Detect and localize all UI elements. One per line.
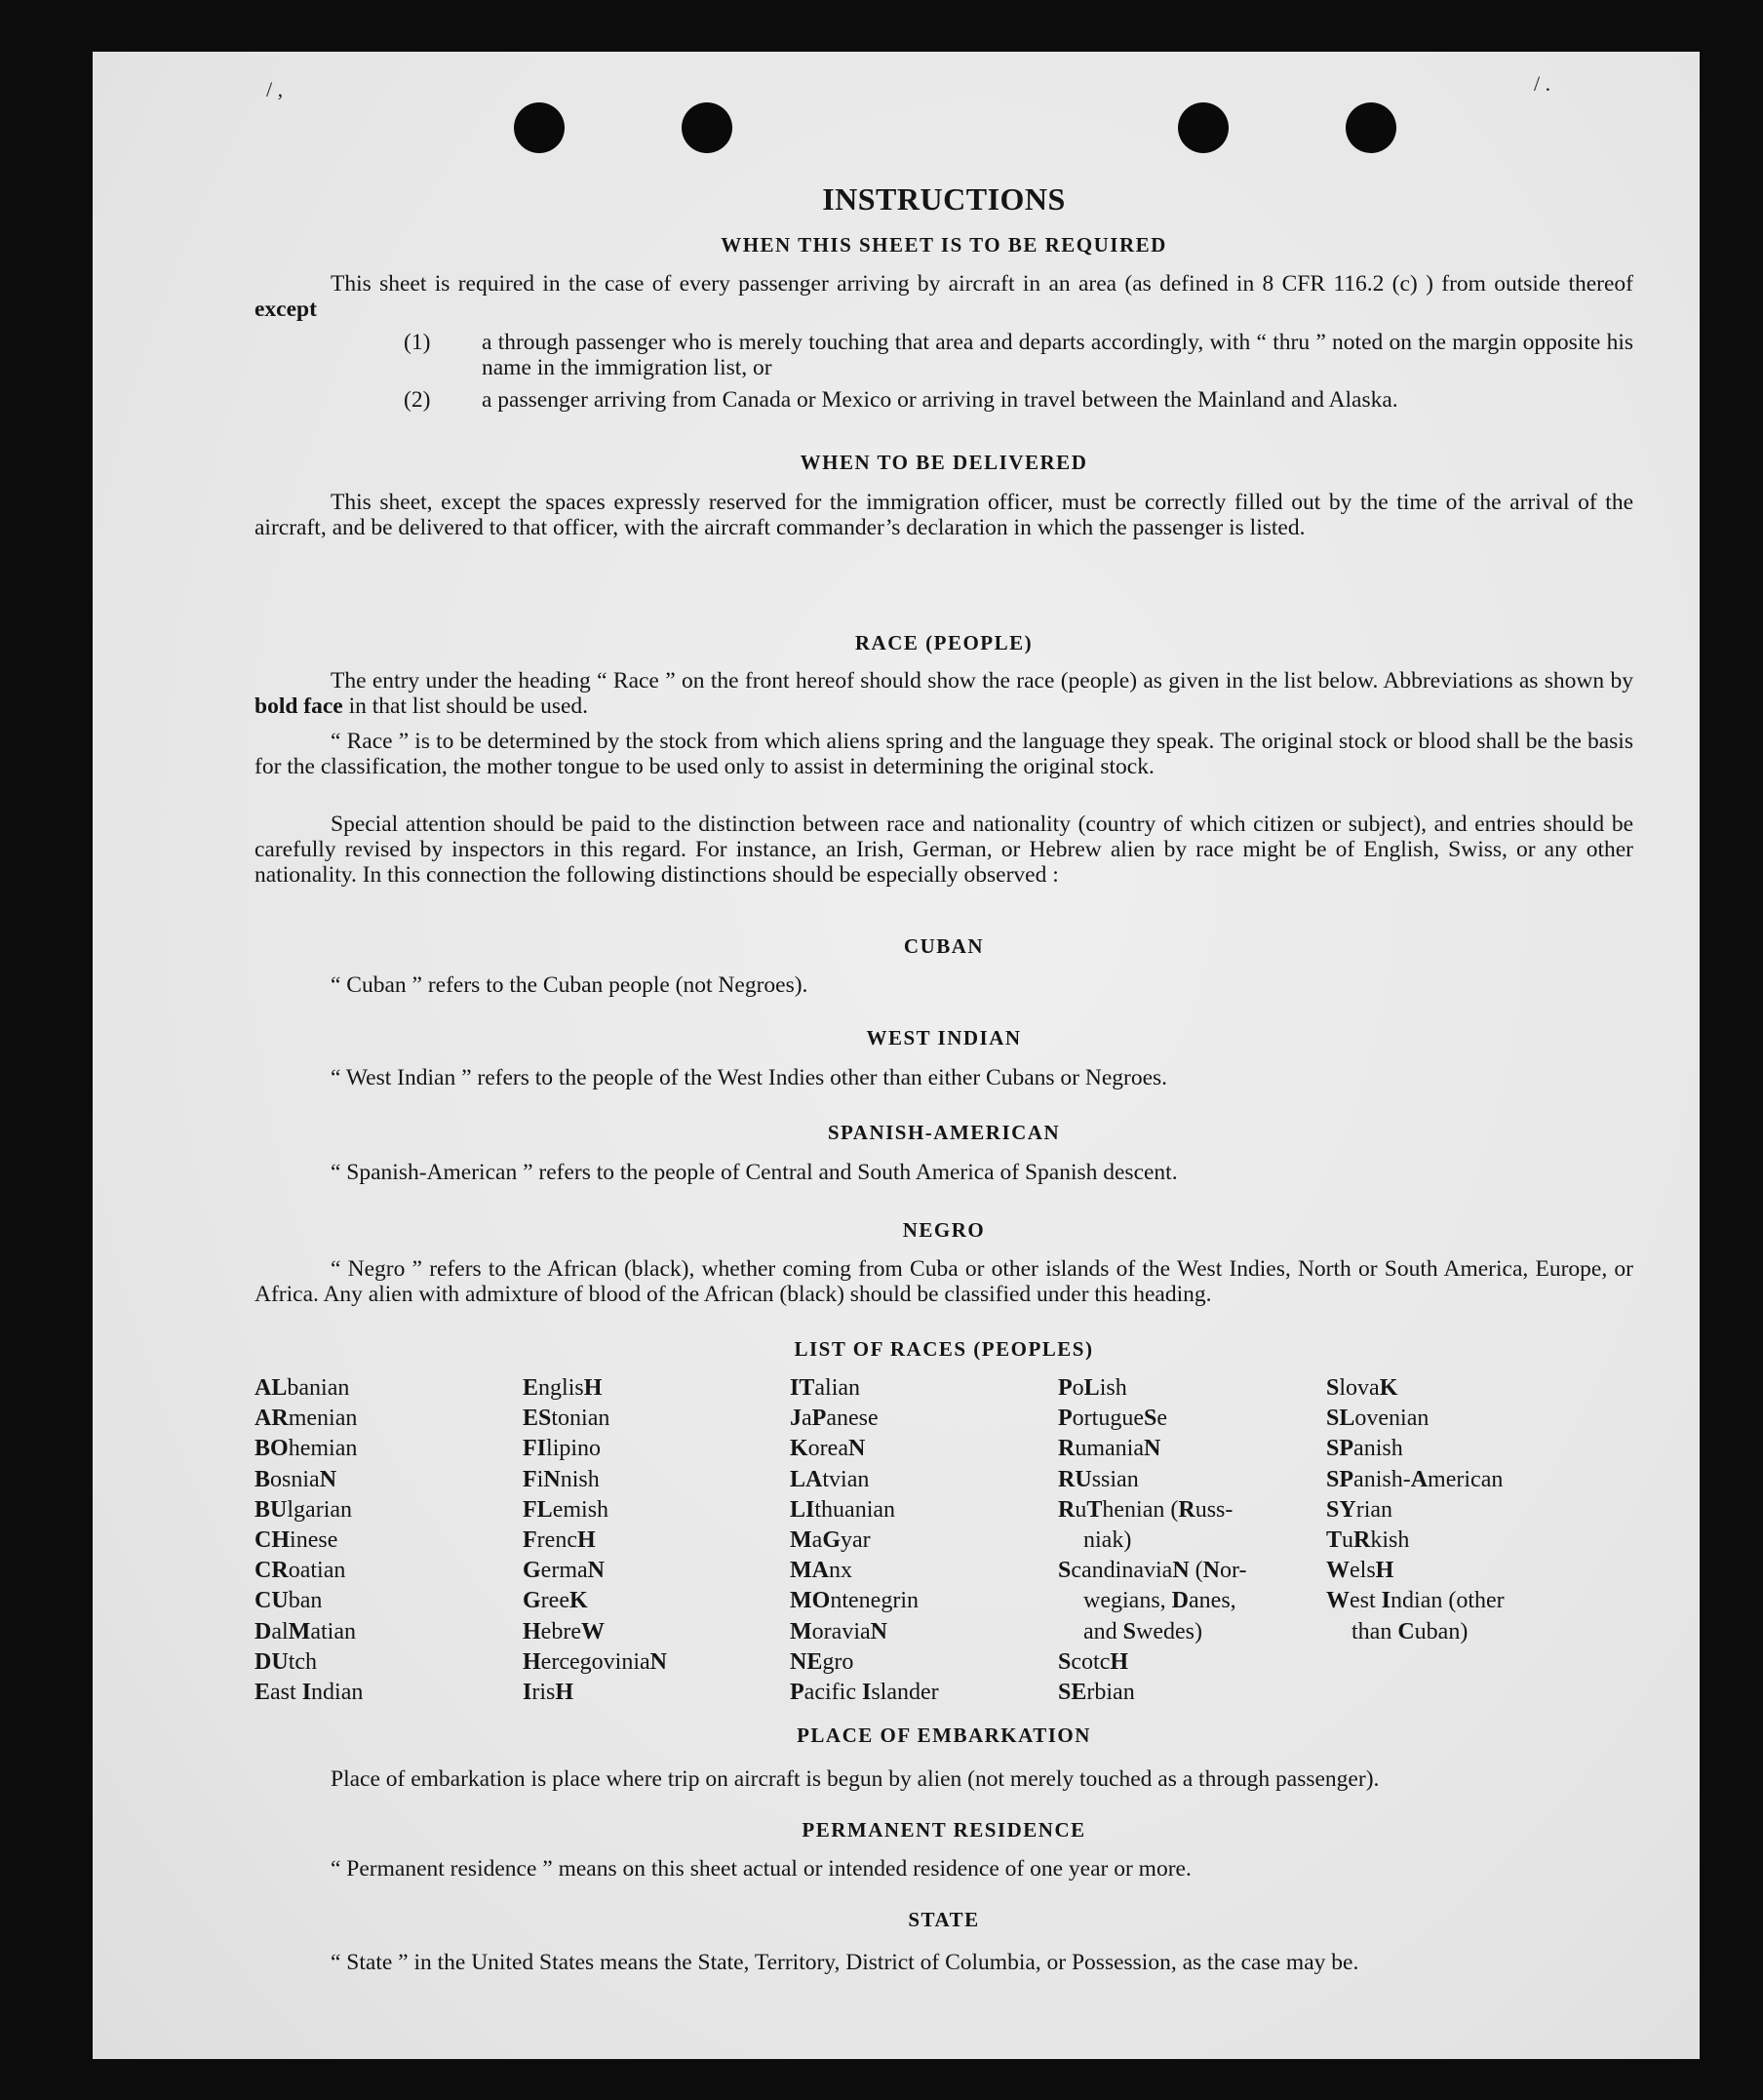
scan-mark: / ,: [266, 77, 284, 101]
race-entry: FIlipino: [523, 1436, 602, 1462]
race-entry: KoreaN: [790, 1436, 866, 1462]
race-entry: GermaN: [523, 1558, 605, 1584]
race-entry: niak): [1083, 1527, 1132, 1554]
paragraph-west-indian: “ West Indian ” refers to the people of the West Indies other than either Cubans or Negroes.: [331, 1065, 1168, 1090]
race-entry: RUssian: [1058, 1466, 1139, 1492]
punch-hole: [682, 102, 732, 153]
race-entry: FLemish: [523, 1496, 609, 1523]
race-entry: IrisH: [523, 1680, 574, 1706]
heading-when-delivered: WHEN TO BE DELIVERED: [800, 451, 1088, 474]
race-list-column: [1326, 1373, 1505, 1647]
race-entry: BosniaN: [255, 1466, 337, 1492]
heading-list-of-races: LIST OF RACES (PEOPLES): [794, 1337, 1094, 1361]
race-entry: SPanish-American: [1326, 1466, 1504, 1492]
punch-hole: [514, 102, 565, 153]
paragraph-cuban: “ Cuban ” refers to the Cuban people (not Negroes).: [331, 972, 808, 998]
race-entry: MOntenegrin: [790, 1588, 919, 1614]
race-entry: wegians, Danes,: [1083, 1588, 1236, 1614]
race-entry: MAnx: [790, 1558, 852, 1584]
race-entry: PoLish: [1058, 1375, 1127, 1401]
race-entry: JaPanese: [790, 1406, 879, 1432]
race-entry: EStonian: [523, 1406, 610, 1432]
punch-hole: [1178, 102, 1229, 153]
heading-state: STATE: [908, 1908, 980, 1931]
paragraph-race-1: The entry under the heading “ Race ” on the front hereof should show the race (people) as given in the list below. Abbreviations as shown by bold face in that list should be used.: [255, 668, 1633, 719]
race-entry: LAtvian: [790, 1466, 870, 1492]
race-entry: LIthuanian: [790, 1496, 896, 1523]
heading-negro: NEGRO: [902, 1218, 986, 1242]
race-entry: CUban: [255, 1588, 323, 1614]
race-entry: SPanish: [1326, 1436, 1403, 1462]
paragraph-race-2: “ Race ” is to be determined by the stock from which aliens spring and the language they speak. The original stock or blood shall be the basis for the classification, the mother tongue to be used only to assist in determining the original stock.: [255, 729, 1633, 779]
race-entry: than Cuban): [1352, 1618, 1469, 1644]
race-entry: SlovaK: [1326, 1375, 1398, 1401]
race-entry: SLovenian: [1326, 1406, 1430, 1432]
paragraph-race-3: Special attention should be paid to the distinction between race and nationality (country of which citizen or subject), and entries should be carefully revised by inspectors in this regard. For instance, an Irish, German, or Hebrew alien by race might be of English, Swiss, or any other nationality. In this connection the following distinctions should be especially observed :: [255, 812, 1633, 888]
race-entry: NEgro: [790, 1648, 854, 1675]
race-entry: PortugueSe: [1058, 1406, 1168, 1432]
race-entry: GreeK: [523, 1588, 588, 1614]
race-entry: BOhemian: [255, 1436, 358, 1462]
race-list-column: [790, 1373, 939, 1708]
race-entry: ARmenian: [255, 1406, 358, 1432]
race-entry: RumaniaN: [1058, 1436, 1161, 1462]
race-entry: EnglisH: [523, 1375, 603, 1401]
race-entry: CRoatian: [255, 1558, 346, 1584]
exception-item: (1) a through passenger who is merely touching that area and departs accordingly, with “ thru ” noted on the margin opposite his name in the immigration list, or: [404, 330, 1633, 380]
race-entry: ALbanian: [255, 1375, 350, 1401]
race-entry: West Indian (other: [1326, 1588, 1505, 1614]
race-entry: SErbian: [1058, 1680, 1135, 1706]
race-entry: Pacific Islander: [790, 1680, 939, 1706]
race-entry: and Swedes): [1083, 1618, 1203, 1644]
race-entry: MoraviaN: [790, 1618, 887, 1644]
race-entry: ScandinaviaN (Nor-: [1058, 1558, 1247, 1584]
paragraph-when-delivered: This sheet, except the spaces expressly reserved for the immigration officer, must be correctly filled out by the time of the arrival of the aircraft, and be delivered to that officer, with the aircraft commander’s declaration in which the passenger is listed.: [255, 490, 1633, 540]
exception-item: (2) a passenger arriving from Canada or Mexico or arriving in travel between the Mainland and Alaska.: [404, 387, 1398, 413]
race-entry: BUlgarian: [255, 1496, 353, 1523]
punch-hole: [1346, 102, 1396, 153]
heading-cuban: CUBAN: [903, 934, 985, 958]
page-title: INSTRUCTIONS: [822, 181, 1066, 217]
heading-embarkation: PLACE OF EMBARKATION: [797, 1724, 1091, 1747]
race-entry: FrencH: [523, 1527, 596, 1554]
race-entry: East Indian: [255, 1680, 364, 1706]
race-entry: RuThenian (Russ-: [1058, 1496, 1234, 1523]
race-entry: FiNnish: [523, 1466, 600, 1492]
paragraph-spanish-american: “ Spanish-American ” refers to the people of Central and South America of Spanish descent.: [331, 1160, 1178, 1185]
paragraph-embarkation: Place of embarkation is place where trip on aircraft is begun by alien (not merely touched as a through passenger).: [331, 1766, 1380, 1792]
race-entry: DalMatian: [255, 1618, 356, 1644]
race-list-column: [255, 1373, 363, 1708]
document-page: [93, 52, 1700, 2059]
race-entry: ITalian: [790, 1375, 861, 1401]
heading-race: RACE (PEOPLE): [854, 631, 1034, 654]
heading-spanish-american: SPANISH-AMERICAN: [827, 1121, 1061, 1144]
scan-mark: / .: [1534, 71, 1551, 96]
race-entry: MaGyar: [790, 1527, 871, 1554]
heading-residence: PERMANENT RESIDENCE: [802, 1818, 1086, 1842]
paragraph-when-required: This sheet is required in the case of every passenger arriving by aircraft in an area (as defined in 8 CFR 116.2 (c) ) from outside thereof except: [255, 271, 1633, 322]
race-entry: TuRkish: [1326, 1527, 1410, 1554]
race-entry: CHinese: [255, 1527, 338, 1554]
race-entry: HercegoviniaN: [523, 1648, 667, 1675]
heading-west-indian: WEST INDIAN: [866, 1026, 1022, 1050]
race-list-column: [523, 1373, 667, 1708]
race-entry: HebreW: [523, 1618, 605, 1644]
race-entry: DUtch: [255, 1648, 318, 1675]
race-entry: SYrian: [1326, 1496, 1393, 1523]
paragraph-residence: “ Permanent residence ” means on this sheet actual or intended residence of one year or more.: [331, 1856, 1192, 1882]
race-list-column: [1058, 1373, 1247, 1708]
paragraph-state: “ State ” in the United States means the State, Territory, District of Columbia, or Possession, as the case may be.: [331, 1950, 1359, 1975]
paragraph-negro: “ Negro ” refers to the African (black), whether coming from Cuba or other islands of the West Indies, North or South America, Europe, or Africa. Any alien with admixture of blood of the African (black) should be classified under this heading.: [255, 1256, 1633, 1307]
race-entry: ScotcH: [1058, 1648, 1129, 1675]
heading-when-required: WHEN THIS SHEET IS TO BE REQUIRED: [721, 233, 1167, 257]
race-entry: WelsH: [1326, 1558, 1394, 1584]
